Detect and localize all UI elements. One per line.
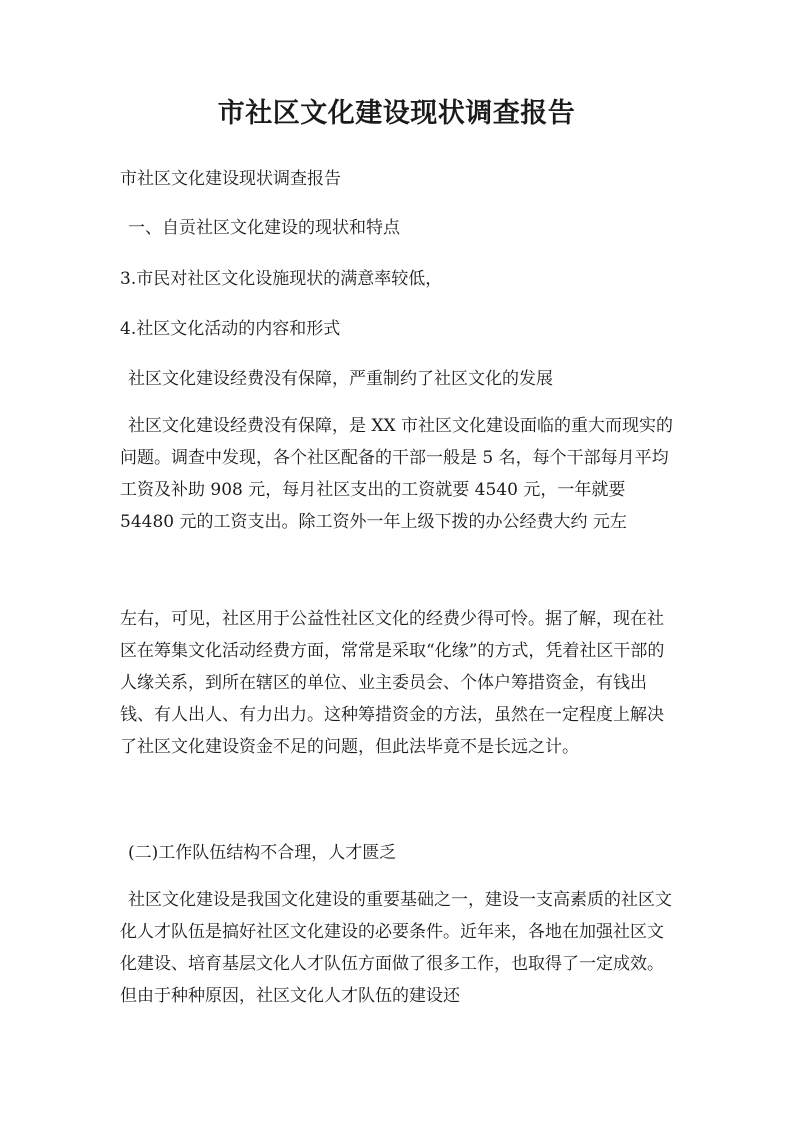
list-item-3: 3.市民对社区文化设施现状的满意率较低， — [120, 269, 443, 289]
list-item-4: 4.社区文化活动的内容和形式 — [120, 319, 341, 339]
paragraph-fundraising: 左右，可见，社区用于公益性社区文化的经费少得可怜。据了解，现在社区在筹集文化活动经费方面，常常是采取“化缘”的方式，凭着社区干部的人缘关系，到所在辖区的单位、业主委员会、个体户筹措资金，有钱出钱、有人出人、有力出力。这种筹措资金的方法，虽然在一定程度上解决了社区文化建设资金不足的问题，但此法毕竟不是长远之计。 — [120, 609, 665, 757]
section-heading-2: (二)工作队伍结构不合理，人才匮乏 — [128, 843, 397, 863]
document-title: 市社区文化建设现状调查报告 — [217, 98, 576, 129]
paragraph-talent: 社区文化建设是我国文化建设的重要基础之一，建设一支高素质的社区文化人才队伍是搞好社区文化建设的必要条件。近年来，各地在加强社区文化建设、培育基层文化人才队伍方面做了很多工作，也取得了一定成效。但由于种种原因，社区文化人才队伍的建设还 — [120, 890, 672, 1006]
section-heading-1: 一、自贡社区文化建设的现状和特点 — [128, 218, 400, 238]
funding-heading: 社区文化建设经费没有保障，严重制约了社区文化的发展 — [128, 369, 553, 389]
document-subtitle: 市社区文化建设现状调查报告 — [120, 169, 341, 189]
paragraph-funding: 社区文化建设经费没有保障，是 XX 市社区文化建设面临的重大而现实的问题。调查中发现，各个社区配备的干部一般是 5 名，每个干部每月平均工资及补助 908 元，每月社区支出的工资就要 4540 元，一年就要 54480 元的工资支出。除工资外一年上级下拨的办公经费大约 元左 — [120, 416, 674, 532]
